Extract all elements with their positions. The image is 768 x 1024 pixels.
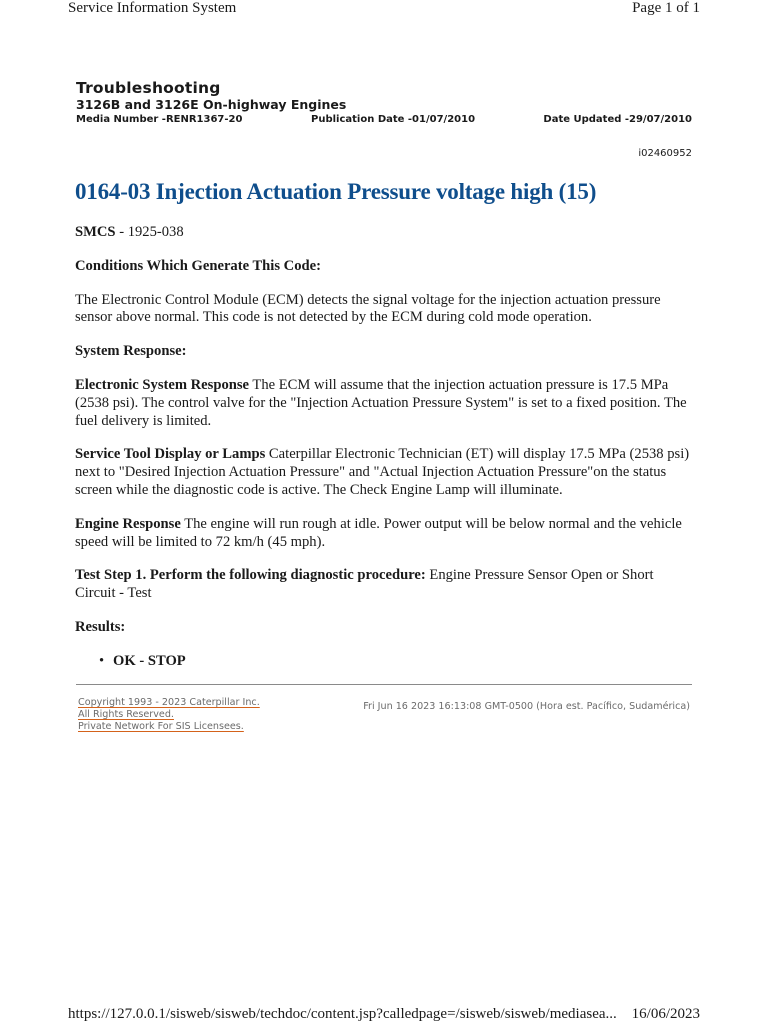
system-response-heading-text: System Response: bbox=[75, 343, 187, 360]
copyright-link[interactable]: Copyright 1993 - 2023 Caterpillar Inc. bbox=[78, 697, 260, 708]
rights-link[interactable]: All Rights Reserved. bbox=[78, 709, 174, 720]
date-updated: Date Updated -29/07/2010 bbox=[543, 114, 692, 125]
print-timestamp: Fri Jun 16 2023 16:13:08 GMT-0500 (Hora est. Pacífico, Sudamérica) bbox=[363, 701, 690, 712]
engine-response-label: Engine Response bbox=[75, 515, 181, 532]
result-item: • OK - STOP bbox=[75, 653, 691, 671]
page-title: 0164-03 Injection Actuation Pressure voltage high (15) bbox=[75, 179, 597, 204]
conditions-text: The Electronic Control Module (ECM) detects the signal voltage for the injection actuation pressure sensor above normal. This code is not detected by the ECM during cold mode operation. bbox=[75, 291, 661, 326]
publication-date: Publication Date -01/07/2010 bbox=[311, 114, 476, 125]
smcs-line bbox=[75, 224, 691, 242]
system-response-heading bbox=[75, 343, 691, 361]
browser-print-url: https://127.0.0.1/sisweb/sisweb/techdoc/content.jsp?calledpage=/sisweb/sisweb/mediasea... bbox=[68, 1006, 617, 1022]
document-header bbox=[76, 79, 696, 128]
document-meta-row bbox=[76, 114, 696, 128]
conditions-heading-text: Conditions Which Generate This Code: bbox=[75, 257, 321, 274]
electronic-response-label: Electronic System Response bbox=[75, 376, 250, 393]
private-network-link[interactable]: Private Network For SIS Licensees. bbox=[78, 721, 244, 732]
browser-print-title: Service Information System bbox=[68, 0, 237, 16]
test-step-label: Test Step 1. Perform the following diagnostic procedure: bbox=[75, 567, 426, 584]
smcs-value: - 1925-038 bbox=[115, 224, 184, 240]
results-heading bbox=[75, 619, 691, 637]
electronic-response-paragraph bbox=[75, 377, 691, 430]
engine-response-paragraph bbox=[75, 516, 691, 552]
engine-model-subtitle: 3126B and 3126E On-highway Engines bbox=[76, 97, 347, 112]
results-heading-text: Results: bbox=[75, 618, 126, 635]
browser-page-number: Page 1 of 1 bbox=[632, 0, 700, 16]
document-body bbox=[75, 224, 691, 671]
test-step-text: Engine Pressure Sensor Open or Short Circuit - Test bbox=[75, 567, 654, 602]
service-tool-paragraph bbox=[75, 446, 691, 499]
document-id: i02460952 bbox=[638, 148, 692, 159]
document-type-title: Troubleshooting bbox=[76, 79, 221, 97]
electronic-response-text: The ECM will assume that the injection actuation pressure is 17.5 MPa (2538 psi). The control valve for the "Injection Actuation Pressure System" is set to a fixed position. The fuel delivery is limited. bbox=[75, 376, 687, 429]
copyright-block bbox=[78, 697, 260, 733]
service-tool-label: Service Tool Display or Lamps bbox=[75, 446, 266, 463]
smcs-label: SMCS bbox=[75, 224, 116, 240]
test-step-paragraph bbox=[75, 567, 691, 603]
browser-print-date: 16/06/2023 bbox=[631, 1006, 700, 1022]
footer-divider bbox=[76, 684, 692, 685]
results-list bbox=[75, 653, 691, 671]
conditions-heading bbox=[75, 258, 691, 276]
media-number: Media Number -RENR1367-20 bbox=[76, 114, 243, 125]
engine-response-text: The engine will run rough at idle. Power output will be below normal and the vehicle speed will be limited to 72 km/h (45 mph). bbox=[75, 515, 682, 550]
service-tool-text: Caterpillar Electronic Technician (ET) will display 17.5 MPa (2538 psi) next to "Desired Injection Actuation Pressure" and "Actual Injection Actuation Pressure"on the status screen while the diagnostic code is active. The Check Engine Lamp will illuminate. bbox=[75, 446, 690, 498]
